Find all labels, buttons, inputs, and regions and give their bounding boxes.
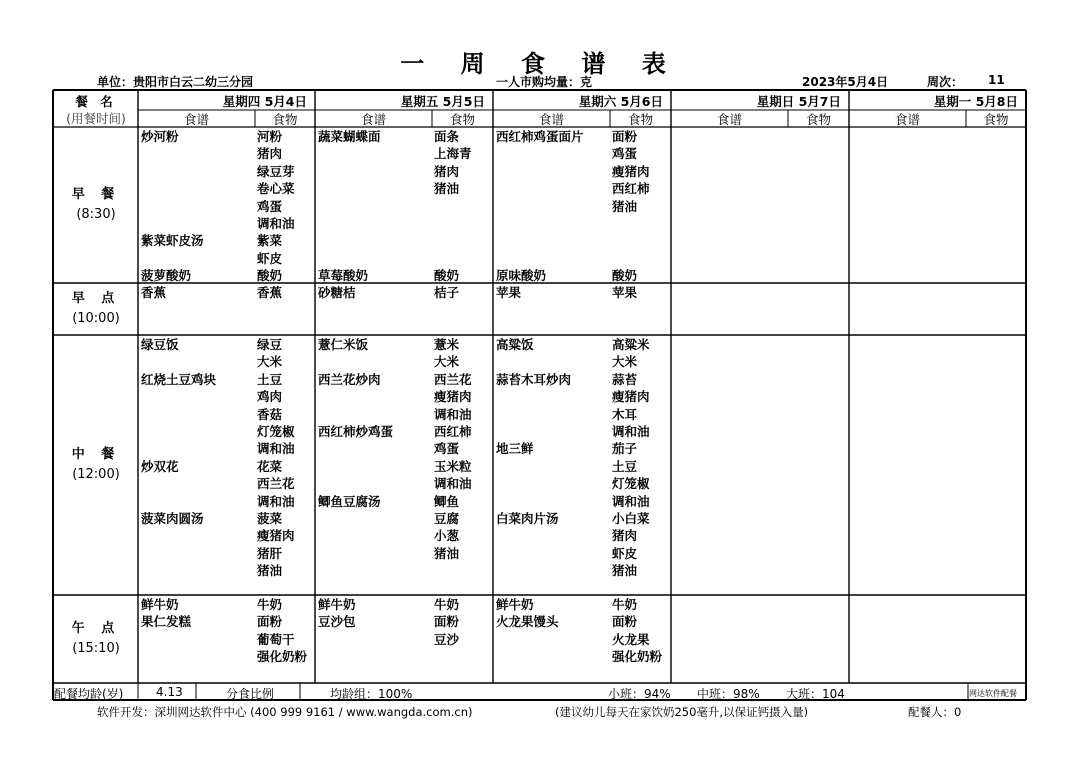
food-subheader: 食物 [449, 112, 475, 127]
recipe-item: 西兰花炒肉 [318, 371, 381, 387]
food-item: 虾皮 [257, 250, 283, 266]
food-item: 小白菜 [612, 511, 650, 526]
food-subheader: 食物 [983, 112, 1009, 127]
page-title: 一 周 食 谱 表 [400, 50, 680, 78]
food-item: 瘦猪肉 [612, 389, 650, 405]
food-item: 高粱米 [612, 337, 650, 352]
recipe-item: 砂糖桔 [318, 285, 356, 300]
measure-note: 一人市购均量：克 [496, 75, 593, 89]
food-item: 上海青 [434, 146, 472, 162]
food-item: 大米 [612, 354, 638, 370]
recipe-item: 红烧土豆鸡块 [141, 371, 217, 387]
food-subheader: 食物 [627, 112, 653, 127]
food-item: 火龙果 [612, 631, 650, 647]
recipe-item: 鲜牛奶 [141, 597, 179, 612]
food-item: 蒜苔 [612, 371, 638, 387]
food-item: 鲫鱼 [434, 493, 460, 509]
day-header: 星期五 5月5日 [400, 94, 485, 109]
recipe-item: 绿豆饭 [141, 337, 179, 352]
recipe-subheader: 食谱 [538, 112, 564, 127]
recipe-item: 地三鲜 [496, 441, 534, 457]
food-item: 酸奶 [434, 268, 460, 284]
recipe-item: 原味酸奶 [496, 268, 547, 284]
unit-name: 单位：贵阳市白云二幼三分园 [97, 75, 254, 89]
recipe-item: 高粱饭 [496, 337, 534, 352]
food-item: 豆腐 [434, 511, 460, 526]
food-item: 鸡肉 [257, 389, 283, 405]
menu-date: 2023年5月4日 [802, 75, 889, 89]
food-item: 牛奶 [434, 597, 460, 612]
food-item: 瘦猪肉 [434, 389, 472, 405]
meal-time-header: (用餐时间) [66, 111, 126, 126]
milk-advice: (建议幼儿每天在家饮奶250毫升,以保证钙摄入量) [555, 705, 809, 719]
recipe-item: 薏仁米饭 [318, 337, 369, 352]
recipe-subheader: 食谱 [716, 112, 742, 127]
food-item: 面粉 [434, 614, 460, 630]
food-item: 桔子 [434, 285, 460, 300]
food-item: 鸡蛋 [612, 146, 638, 162]
food-item: 猪油 [434, 181, 460, 197]
food-item: 猪油 [612, 563, 638, 579]
food-item: 猪肉 [434, 163, 460, 179]
recipe-subheader: 食谱 [894, 112, 920, 127]
food-item: 小葱 [434, 528, 460, 544]
large-class-ratio: 大班：104 [786, 687, 845, 701]
food-item: 面条 [434, 129, 460, 144]
food-subheader: 食物 [272, 112, 298, 127]
meal-time: (10:00) [72, 311, 120, 326]
food-item: 西兰花 [257, 476, 295, 492]
recipe-item: 鲜牛奶 [496, 597, 534, 612]
food-item: 面粉 [612, 614, 638, 630]
food-item: 猪肝 [257, 545, 283, 561]
food-item: 调和油 [434, 476, 472, 492]
food-item: 酸奶 [257, 268, 283, 284]
food-subheader: 食物 [805, 112, 831, 127]
food-item: 猪油 [612, 198, 638, 214]
meal-name: 早 餐 [71, 187, 121, 202]
food-item: 鸡蛋 [434, 441, 460, 457]
food-item: 玉米粒 [434, 458, 472, 474]
food-item: 苹果 [612, 285, 638, 300]
food-item: 猪油 [434, 545, 460, 561]
food-item: 土豆 [612, 458, 638, 474]
meal-name: 中 餐 [71, 447, 121, 462]
food-item: 卷心菜 [257, 181, 295, 197]
food-item: 牛奶 [612, 597, 638, 612]
recipe-item: 豆沙包 [318, 614, 356, 630]
food-item: 面粉 [612, 129, 638, 144]
food-item: 猪肉 [257, 146, 283, 162]
recipe-item: 蒜苔木耳炒肉 [496, 371, 572, 387]
planner: 配餐人：0 [908, 705, 962, 719]
food-item: 灯笼椒 [612, 476, 650, 492]
meal-column-header: 餐 名 [75, 94, 117, 109]
food-item: 葡萄干 [257, 631, 295, 647]
food-item: 茄子 [612, 441, 638, 457]
mean-group-ratio: 均龄组：100% [330, 687, 413, 701]
food-item: 调和油 [612, 493, 650, 509]
food-item: 大米 [434, 354, 460, 370]
recipe-item: 西红柿鸡蛋面片 [496, 129, 584, 144]
food-item: 猪油 [257, 563, 283, 579]
recipe-item: 果仁发糕 [141, 614, 192, 630]
brand-stamp: 网达软件配餐 [969, 689, 1017, 698]
recipe-item: 鲫鱼豆腐汤 [318, 493, 381, 509]
recipe-item: 香蕉 [141, 285, 167, 300]
food-item: 调和油 [612, 424, 650, 439]
week-number: 11 [988, 73, 1005, 87]
meal-time: (8:30) [76, 207, 116, 222]
food-item: 强化奶粉 [612, 649, 663, 665]
food-item: 调和油 [257, 441, 295, 457]
avg-age-label: 配餐均龄(岁) [54, 687, 124, 701]
food-item: 强化奶粉 [257, 649, 308, 665]
food-item: 西红柿 [612, 181, 650, 197]
food-item: 面粉 [257, 614, 283, 630]
food-item: 西兰花 [434, 371, 472, 387]
food-item: 香蕉 [257, 285, 283, 300]
developer-credit: 软件开发：深圳网达软件中心 (400 999 9161 / www.wangda.com.cn) [97, 705, 473, 719]
food-item: 调和油 [257, 493, 295, 509]
food-item: 鸡蛋 [257, 198, 283, 214]
food-item: 虾皮 [612, 545, 638, 561]
recipe-item: 菠萝酸奶 [141, 268, 192, 284]
recipe-item: 西红柿炒鸡蛋 [318, 424, 394, 439]
meal-time: (15:10) [72, 641, 120, 656]
small-class-ratio: 小班：94% [608, 687, 671, 701]
meal-time: (12:00) [72, 467, 120, 482]
avg-age-value: 4.13 [156, 685, 183, 699]
food-item: 牛奶 [257, 597, 283, 612]
recipe-item: 火龙果馒头 [496, 614, 559, 630]
food-item: 大米 [257, 354, 283, 370]
middle-class-ratio: 中班：98% [697, 687, 760, 701]
ratio-label: 分食比例 [226, 687, 275, 701]
recipe-item: 草莓酸奶 [318, 268, 369, 284]
recipe-subheader: 食谱 [183, 112, 209, 127]
food-item: 菠菜 [257, 511, 283, 526]
week-label: 周次： [927, 75, 964, 89]
food-item: 土豆 [257, 371, 283, 387]
food-item: 河粉 [257, 129, 283, 144]
food-item: 西红柿 [434, 424, 472, 439]
recipe-item: 蔬菜蝴蝶面 [318, 129, 381, 144]
day-header: 星期四 5月4日 [222, 94, 307, 109]
food-item: 瘦猪肉 [257, 528, 295, 544]
recipe-item: 鲜牛奶 [318, 597, 356, 612]
food-item: 花菜 [257, 458, 283, 474]
food-item: 香菇 [257, 406, 283, 422]
recipe-item: 白菜肉片汤 [496, 511, 559, 526]
recipe-item: 紫菜虾皮汤 [141, 233, 204, 249]
food-item: 猪肉 [612, 528, 638, 544]
food-item: 薏米 [434, 337, 460, 352]
recipe-item: 炒双花 [141, 458, 179, 474]
food-item: 绿豆芽 [257, 163, 295, 179]
food-item: 瘦猪肉 [612, 163, 650, 179]
day-header: 星期日 5月7日 [756, 94, 841, 109]
recipe-item: 炒河粉 [141, 129, 179, 144]
meal-name: 午 点 [71, 621, 121, 636]
food-item: 调和油 [434, 406, 472, 422]
recipe-item: 菠菜肉圆汤 [141, 511, 204, 526]
recipe-item: 苹果 [496, 285, 522, 300]
recipe-subheader: 食谱 [360, 112, 386, 127]
food-item: 绿豆 [257, 337, 283, 352]
food-item: 灯笼椒 [257, 424, 295, 439]
food-item: 木耳 [612, 406, 638, 422]
food-item: 紫菜 [257, 233, 283, 249]
food-item: 豆沙 [434, 631, 460, 647]
day-header: 星期六 5月6日 [578, 94, 663, 109]
meal-name: 早 点 [71, 291, 121, 306]
food-item: 调和油 [257, 216, 295, 231]
day-header: 星期一 5月8日 [933, 94, 1018, 109]
food-item: 酸奶 [612, 268, 638, 284]
